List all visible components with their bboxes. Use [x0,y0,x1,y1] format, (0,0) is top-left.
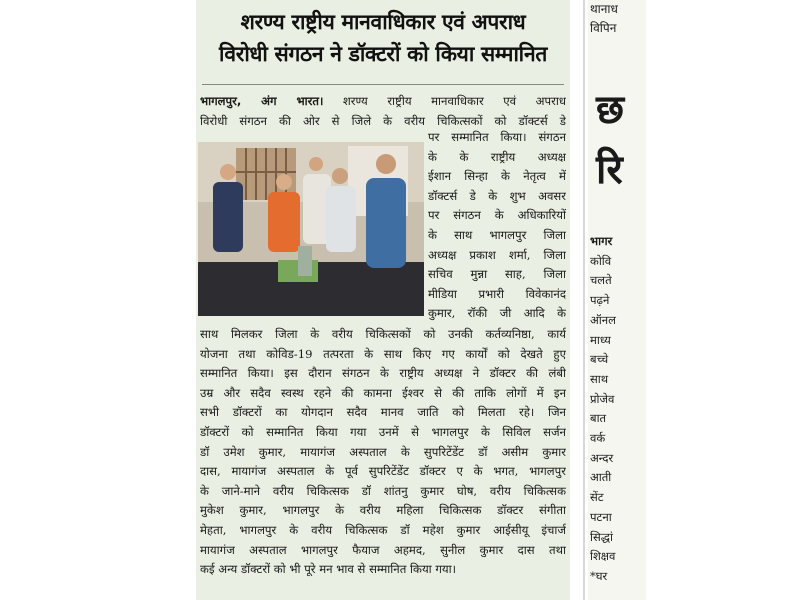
headline-line-1: शरण्य राष्ट्रीय मानवाधिकार एवं अपराध [240,10,526,34]
side-line: अध्यक्ष प्रकाश शर्मा, जिला [428,247,566,262]
adjacent-line: *घर [590,568,608,583]
side-line: के साथ भागलपुर जिला [428,227,566,242]
body-line: मायागंज अस्पताल भागलपुर फैयाज अहमद, सुनील कुमार दास तथा [200,542,566,557]
body-line: उम्र और सदैव स्वस्थ रहने की कामना ईश्वर से की ताकि लोगों में इन [200,385,566,400]
adjacent-line: ऑनल [590,312,616,327]
side-line: सचिव मुन्ना साह, जिला [428,267,566,282]
body-line: साथ मिलकर जिला के वरीय चिकित्सकों को उनकी कर्तव्यनिष्ठा, कार्य [200,327,566,341]
body-line: सम्मानित किया। इस दौरान संगठन के राष्ट्रीय अध्यक्ष ने डॉक्टर की लंबी [200,366,566,381]
side-line: मीडिया प्रभारी विवेकानंद [428,286,566,301]
adjacent-top-line: विपिन [590,21,617,35]
intro-line [200,92,566,112]
side-line: डॉक्टर्स डे के शुभ अवसर [428,188,566,203]
newspaper-clipping [196,0,570,600]
side-line: ईशान सिन्हा के नेतृत्व में [428,169,566,184]
adjacent-line: पटना [590,509,612,524]
body-line: योजना तथा कोविड-19 तत्परता के साथ किए गए कार्यों को देखते हुए [200,346,566,361]
adjacent-top-text [588,0,646,38]
adjacent-line: आती [590,470,612,485]
adjacent-headline-char: छ [596,87,625,133]
body-line: कई अन्य डॉक्टरों को भी पूरे मन भाव से सम्मानित किया गया। [200,562,457,577]
adjacent-line: कोवि [590,253,612,268]
body-line: डॉक्टरों को सम्मानित किया गया उनमें से भागलपुर के सिविल सर्जन [200,424,566,439]
side-paragraph [428,128,566,324]
event-photo-illustration [198,142,424,316]
adjacent-line: सिद्धां [590,529,613,544]
headline-rule [202,84,564,85]
body-line: सभी डॉक्टरों का योगदान सदैव मानव जाति को मिलता रहे। जिन [200,405,566,420]
adjacent-line: साथ [590,371,609,386]
adjacent-article-clip [588,0,646,600]
column-divider [583,0,585,600]
body-line: मेहता, भागलपुर के वरीय चिकित्सक डॉ महेश कुमार आईसीयू इंचार्ज [200,522,566,537]
adjacent-line: सेंट [590,490,604,505]
body-line: मुकेश कुमार, भागलपुर के वरीय महिला चिकित्सक डॉक्टर संगीता [200,503,566,518]
adjacent-line: माध्य [590,332,611,347]
adjacent-line: भागर [590,234,613,248]
dateline: भागलपुर, अंग भारत। [200,94,324,108]
intro-paragraph [200,92,566,131]
headline-line-2: विरोधी संगठन ने डॉक्टरों को किया सम्मानित [218,42,548,66]
event-photo [198,142,424,316]
adjacent-line: चलते [590,273,612,288]
adjacent-line: वर्क [590,431,606,446]
body-line: के जाने-माने वरीय चिकित्सक डॉ शांतनु कुमार घोष, वरीय चिकित्सक [200,483,566,498]
adjacent-line: पढ़ने [590,293,610,308]
adjacent-line: बात [590,411,607,426]
adjacent-top-line: थानाध [590,2,618,16]
body-line: डॉ उमेश कुमार, मायागंज अस्पताल के सुपरिटेंडेंट डॉ असीम कुमार [200,444,566,459]
headline [196,6,570,70]
side-line: पर सम्मानित किया। संगठन [428,130,566,144]
side-line: के के राष्ट्रीय अध्यक्ष [428,149,566,164]
intro-line-1: शरण्य राष्ट्रीय मानवाधिकार एवं अपराध [323,94,566,108]
side-line: पर संगठन के अधिकारियों [428,208,566,223]
intro-line-2: विरोधी संगठन की ओर से जिले के वरीय चिकित्सकों को डॉक्टर्स डे [200,113,566,128]
adjacent-body [590,232,616,587]
adjacent-line: अन्दर [590,450,614,465]
body-line: दास, मायागंज अस्पताल के पूर्व सुपरिटेंडेंट डॉक्टर ए के भगत, भागलपुर [200,464,566,479]
side-line: कुमार, रॉकी जी आदि के [428,306,566,321]
adjacent-line: बच्चे [590,352,609,367]
adjacent-line: शिक्षव [590,549,616,564]
adjacent-headline-char: रि [596,147,623,193]
adjacent-line: प्रोजेव [590,391,615,406]
main-paragraph [200,325,566,580]
